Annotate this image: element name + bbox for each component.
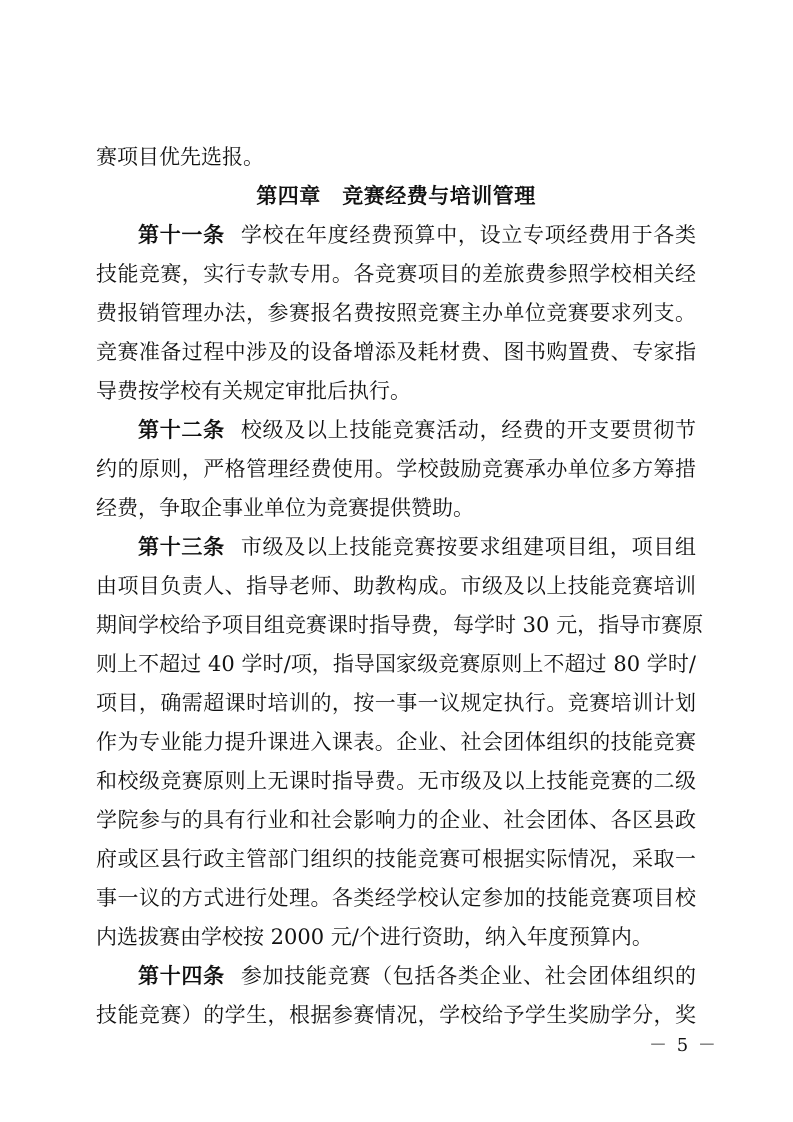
page-number: － 5 －: [649, 1035, 718, 1056]
intro-line: 赛项目优先选报。: [96, 145, 264, 169]
article-13-line-6: 作为专业能力提升课进入课表。企业、社会团体组织的技能竞赛: [96, 730, 696, 754]
article-14-line-1: 第十四条 参加技能竞赛（包括各类企业、社会团体组织的: [138, 964, 697, 988]
article-13-line-7: 和校级竞赛原则上无课时指导费。无市级及以上技能竞赛的二级: [96, 769, 696, 793]
article-13-line-9: 府或区县行政主管部门组织的技能竞赛可根据实际情况，采取一: [96, 847, 696, 871]
article-14-number: 第十四条: [138, 964, 225, 988]
article-13-line-3: 期间学校给予项目组竞赛课时指导费，每学时 30 元，指导市赛原: [96, 613, 704, 637]
article-14-line-2: 技能竞赛）的学生，根据参赛情况，学校给予学生奖励学分，奖: [96, 1003, 696, 1027]
article-12-line-1: 第十二条 校级及以上技能竞赛活动，经费的开支要贯彻节: [138, 418, 697, 442]
article-11-line-4: 竞赛准备过程中涉及的设备增添及耗材费、图书购置费、专家指: [96, 340, 696, 364]
article-11-line-5: 导费按学校有关规定审批后执行。: [96, 379, 411, 403]
article-13-line-2: 由项目负责人、指导老师、助教构成。市级及以上技能竞赛培训: [96, 574, 696, 598]
article-13-line-4: 则上不超过 40 学时/项，指导国家级竞赛原则上不超过 80 学时/: [96, 652, 696, 676]
article-12-number: 第十二条: [138, 418, 225, 442]
article-13-number: 第十三条: [138, 535, 225, 559]
chapter-title: 第四章 竞赛经费与培训管理: [256, 184, 536, 208]
article-11-number: 第十一条: [138, 223, 225, 247]
article-13-line-10: 事一议的方式进行处理。各类经学校认定参加的技能竞赛项目校: [96, 886, 696, 910]
article-11-line-3: 费报销管理办法，参赛报名费按照竞赛主办单位竞赛要求列支。: [96, 301, 696, 325]
article-13-line-5: 项目，确需超课时培训的，按一事一议规定执行。竞赛培训计划: [96, 691, 696, 715]
article-13-line-11: 内选拔赛由学校按 2000 元/个进行资助，纳入年度预算内。: [96, 925, 653, 949]
article-13-line-1: 第十三条 市级及以上技能竞赛按要求组建项目组，项目组: [138, 535, 697, 559]
article-12-line-3: 经费，争取企事业单位为竞赛提供赞助。: [96, 496, 474, 520]
document-page: [96, 138, 704, 1035]
article-11-line-2: 技能竞赛，实行专款专用。各竞赛项目的差旅费参照学校相关经: [96, 262, 696, 286]
article-12-line-2: 约的原则，严格管理经费使用。学校鼓励竞赛承办单位多方筹措: [96, 457, 696, 481]
article-13-line-8: 学院参与的具有行业和社会影响力的企业、社会团体、各区县政: [96, 808, 696, 832]
article-11-line-1: 第十一条 学校在年度经费预算中，设立专项经费用于各类: [138, 223, 697, 247]
